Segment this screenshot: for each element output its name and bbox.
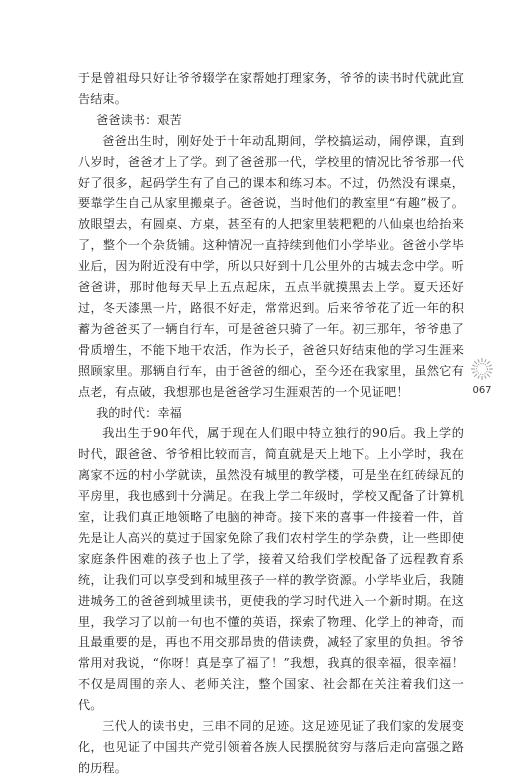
sunburst-ornament-icon: [470, 357, 494, 381]
paragraph-father: 爸爸出生时，刚好处于十年动乱期间，学校搞运动，闹停课，直到八岁时，爸爸才上了学。到了爸爸那一代，学校里的情况比爷爷那一代好了很多，起码学生有了自己的课本和练习本。不过，仍然没有课桌，要靠学生自己从家里搬桌子。爸爸说，当时他们的教室里“有趣”极了。放眼望去，有圆桌、方桌，甚至有的人把家里装粑粑的八仙桌也给抬来了，整个一个杂货铺。这种情况一直持续到他们小学毕业。爸爸小学毕业后，因为附近没有中学，所以只好到十几公里外的古城去念中学。听爸爸讲，那时他每天早上五点起床，五点半就摸黑去上学。夏天还好过，冬天漆黑一片，路很不好走，常常迟到。后来爷爷花了近一年的积蓄为爸爸买了一辆自行车，可是爸爸只骑了一年。初三那年，爷爷患了骨质增生，不能下地干农活，作为长子，爸爸只好结束他的学习生涯来照顾家里。那辆自行车，由于爸爸的细心，至今还在我家里，虽然它有点老，有点破，我想那也是爸爸学习生涯艰苦的一个见证吧！: [78, 133, 464, 399]
section-heading-father: 爸爸读书：艰苦: [96, 112, 182, 127]
page-number: 067: [472, 385, 492, 396]
closing-paragraph: 三代人的读书史，三串不同的足迹。这足迹见证了我们家的发展变化，也见证了中国共产党引领着各族人民摆脱贫穷与落后走向富强之路的历程。: [78, 719, 464, 775]
paragraph-me: 我出生于90年代，属于现在人们眼中特立独行的90后。我上学的时代，跟爸爸、爷爷相比较而言，简直就是天上地下。上小学时，我在离家不远的村小学就读，虽然没有城里的教学楼，可是坐在红砖绿瓦的平房里，我也感到十分满足。在我上学二年级时，学校又配备了计算机室，让我们真正地领略了电脑的神奇。接下来的喜事一件接着一件，首先是让人高兴的莫过于国家免除了我们农村学生的学杂费，让一些即使家庭条件困难的孩子也上了学，接着又给我们学校配备了远程教育系统，让我们可以享受到和城里孩子一样的教学资源。小学毕业后，我随进城务工的爸爸到城里读书，更使我的学习时代进入一个新时期。在这里，我学习了以前一句也不懂的英语，探索了物理、化学上的神奇，而且最重要的是，再也不用交那昂贵的借读费，减轻了家里的负担。爷爷常用对我说，“你呀！真是享了福了！”我想，我真的很幸福，很幸福！不仅是周围的亲人、老师关注，整个国家、社会都在关注着我们这一代。: [78, 426, 464, 713]
opening-paragraph: 于是曾祖母只好让爷爷辍学在家帮她打理家务，爷爷的读书时代就此宣告结束。: [78, 71, 464, 106]
section-heading-me: 我的时代：幸福: [96, 405, 182, 420]
body-text-column: [78, 68, 464, 779]
page-number-marker: [470, 357, 494, 407]
